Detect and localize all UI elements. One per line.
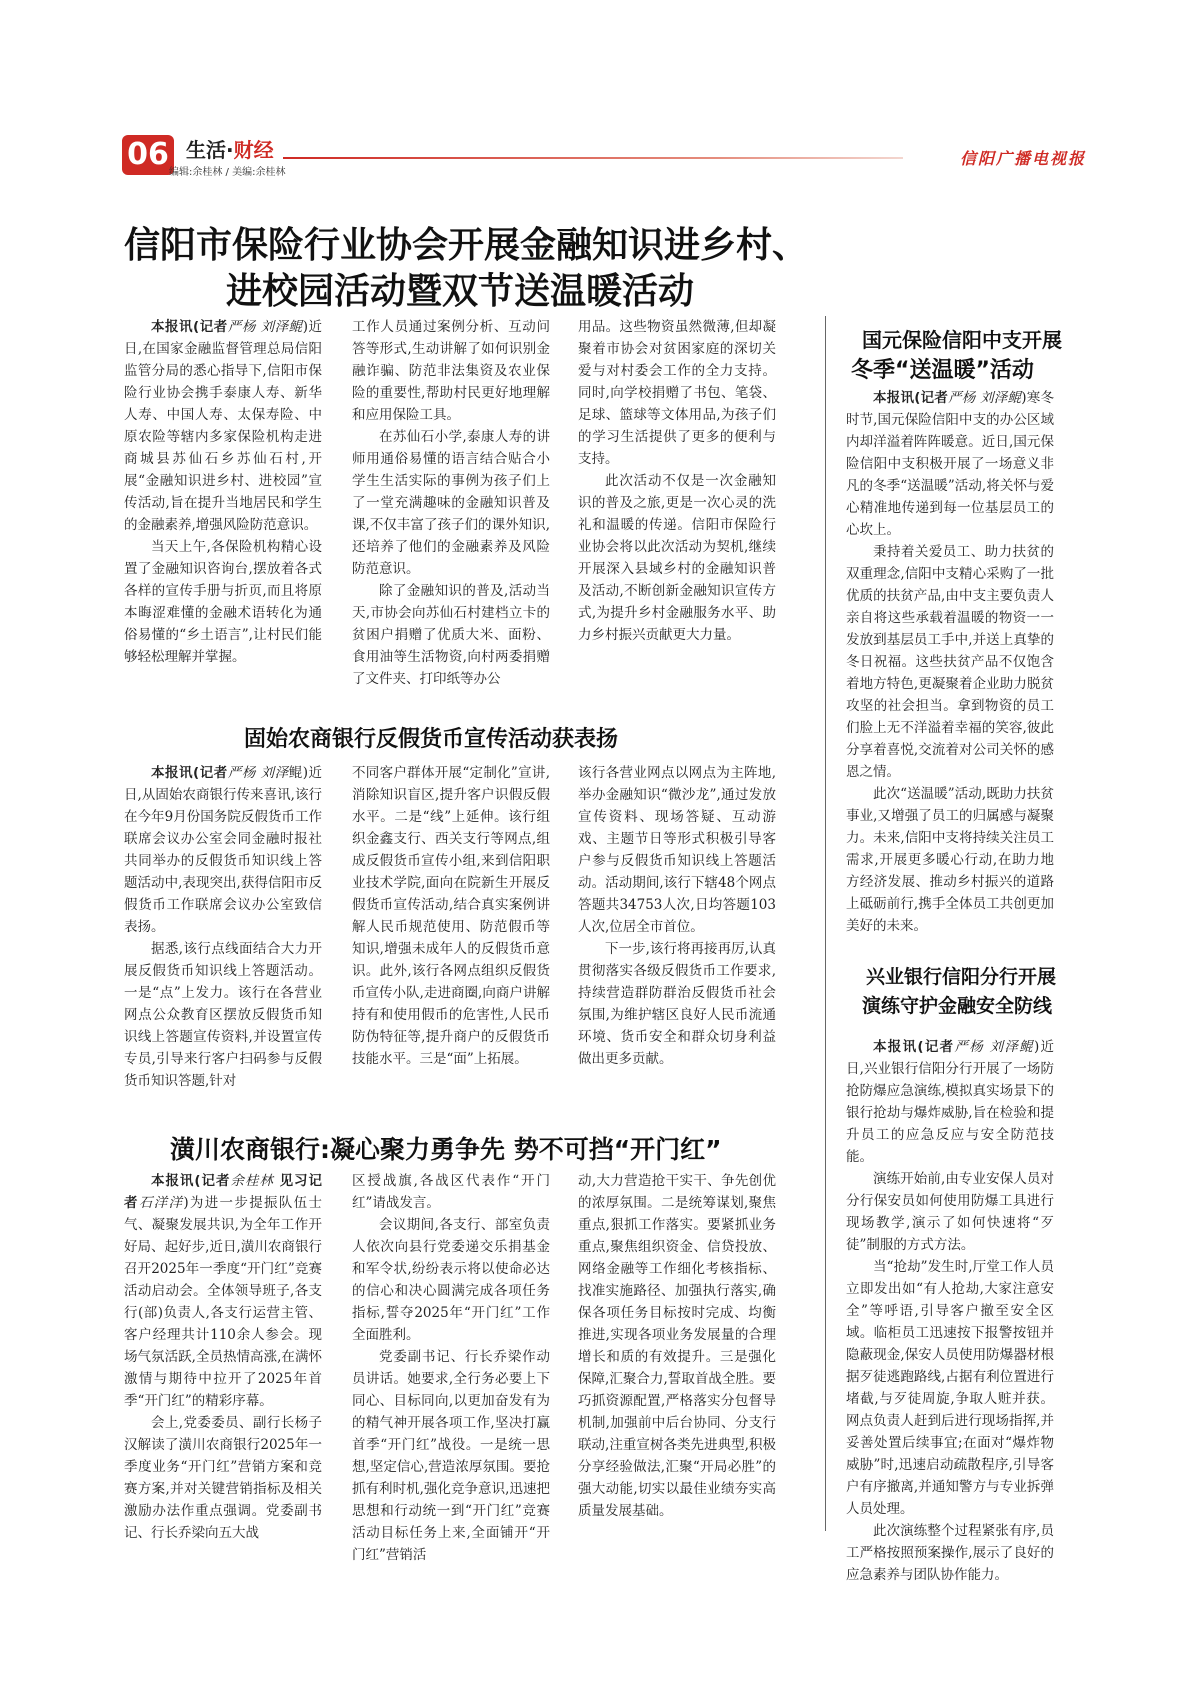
side2-lead [846, 1036, 1054, 1168]
paragraph: 不同客户群体开展“定制化”宣讲,消除知识盲区,提升客户识假反假水平。二是“线”上延伸。该行组织金鑫支行、西关支行等网点,组成反假货币宣传小组,来到信阳职业技术学院,面向在院新生开展反假货币宣传活动,结合真实案例讲解人民币规范使用、防范假币等知识,增强未成年人的反假货币意识。此外,该行各网点组织反假货币宣传小队,走进商圈,向商户讲解持有和使用假币的危害性,人民币防伪特征等,提升商户的反假货币技能水平。三是“面”上拓展。 [352, 765, 550, 1067]
byline: 本报讯(记者严杨 刘泽鲲 [873, 1039, 1034, 1055]
article1-column-3 [578, 316, 776, 688]
article2-column-1 [124, 762, 322, 1090]
paragraph: 下一步,该行将再接再厉,认真贯彻落实各级反假货币工作要求,持续营造群防群治反假货币社会氛围,为维护辖区良好人民币流通环境、货币安全和群众切身利益做出更多贡献。 [578, 941, 776, 1067]
article1-title-line2: 进校园活动暨双节送温暖活动 [226, 271, 695, 312]
reporter-names: 余桂林 [230, 1173, 274, 1189]
byline: 本报讯(记者严杨 刘泽鲲 [151, 319, 303, 335]
section-title [186, 134, 274, 163]
side1-title-line1: 国元保险信阳中支开展 [862, 328, 1062, 352]
paragraph: 除了金融知识的普及,活动当天,市协会向苏仙石村建档立卡的贫困户捐赠了优质大米、面粉、食用油等生活物资,向村两委捐赠了文件夹、打印纸等办公 [352, 583, 550, 687]
paragraph: 鲲)近日,从固始农商银行传来喜讯,该行在今年9月份国务院反假货币工作联席会议办公室会同金融时报社共同举办的反假货币知识线上答题活动中,表现突出,获得信阳市反假货币工作联席会议办公室致信表扬。 [124, 765, 322, 935]
reporter-names: 严杨 刘泽鲲 [227, 319, 303, 335]
side2-title-line1: 兴业银行信阳分行开展 [866, 966, 1057, 988]
paragraph: 据悉,该行点线面结合大力开展反假货币知识线上答题活动。一是“点”上发力。该行在各营业网点公众教育区摆放反假货币知识线上答题宣传资料,并设置宣传专员,引导来行客户扫码参与反假货币知识答题,针对 [124, 941, 322, 1089]
article1-column-1 [124, 316, 322, 688]
byline: 本报讯(记者余桂林 见习记者石洋洋 [124, 1173, 322, 1211]
reporter-names-2: 石洋洋 [138, 1195, 184, 1211]
article2-lead [124, 762, 322, 938]
paragraph: )为进一步提振队伍士气、凝聚发展共识,为全年工作开好局、起好步,近日,潢川农商银行召开2025年一季度“开门红”竞赛活动启动会。全体领导班子,各支行(部)负责人,各支行运营主管、客户经理共计110余人参会。现场气氛活跃,全员热情高涨,在满怀激情与期待中拉开了2025年首季“开门红”的精彩序幕。 [124, 1195, 322, 1409]
side2-body [846, 1036, 1054, 1583]
side1-body [846, 387, 1054, 947]
paragraph: 该行各营业网点以网点为主阵地,举办金融知识“微沙龙”,通过发放宣传资料、现场答疑、互动游戏、主题节日等形式积极引导客户参与反假货币知识线上答题活动。活动期间,该行下辖48个网点答题共34753人次,日均答题103人次,位居全市首位。 [578, 765, 776, 935]
side2-title-line2: 演练守护金融安全防线 [862, 995, 1053, 1017]
paragraph: )近日,在国家金融监督管理总局信阳监管分局的悉心指导下,信阳市保险行业协会携手泰康人寿、新华人寿、中国人寿、太保寿险、中原农险等辖内多家保险机构走进商城县苏仙石乡苏仙石村,开展“金融知识进乡村、进校园”宣传活动,旨在提升当地居民和学生的金融素养,增强风险防范意识。 [124, 319, 323, 533]
article3-column-2 [352, 1170, 550, 1563]
paragraph: )近日,兴业银行信阳分行开展了一场防抢防爆应急演练,模拟真实场景下的银行抢劫与爆炸威胁,旨在检验和提升员工的应急反应与安全防范技能。 [846, 1039, 1054, 1165]
header-rule [283, 157, 903, 159]
paragraph: 工作人员通过案例分析、互动问答等形式,生动讲解了如何识别金融诈骗、防范非法集资及农业保险的重要性,帮助村民更好地理解和应用保险工具。 [352, 319, 550, 423]
article2-column-2 [352, 762, 550, 1090]
section-right: 财经 [233, 138, 274, 162]
article2-column-3 [578, 762, 776, 1090]
paragraph: 此次活动不仅是一次金融知识的普及之旅,更是一次心灵的洗礼和温暖的传递。信阳市保险行业协会将以此次活动为契机,继续开展深入县域乡村的金融知识普及活动,不断创新金融知识宣传方式,为提升乡村金融服务水平、助力乡村振兴贡献更大力量。 [578, 473, 776, 643]
reporter-names: 严杨 刘泽鲲 [948, 390, 1022, 406]
byline: 本报讯(记者严杨 刘泽 [151, 765, 289, 781]
paragraph: 此次演练整个过程紧张有序,员工严格按照预案操作,展示了良好的应急素养与团队协作能力。 [846, 1523, 1054, 1583]
paragraph: 用品。这些物资虽然微薄,但却凝聚着市协会对贫困家庭的深切关爱与对村委会工作的全力支持。同时,向学校捐赠了书包、笔袋、足球、篮球等文体用品,为孩子们的学习生活提供了更多的便利与支持。 [578, 319, 776, 467]
paragraph: )寒冬时节,国元保险信阳中支的办公区域内却洋溢着阵阵暖意。近日,国元保险信阳中支积极开展了一场意义非凡的冬季“送温暖”活动,将关怀与爱心精准地传递到每一位基层员工的心坎上。 [846, 390, 1054, 538]
paragraph: 区授战旗,各战区代表作“开门红”请战发言。 [352, 1173, 550, 1211]
article3-title: 潢川农商银行:凝心聚力勇争先 势不可挡“开门红” [170, 1135, 722, 1164]
paper-name: 信阳广播电视报 [960, 149, 1087, 168]
paragraph: 动,大力营造抢干实干、争先创优的浓厚氛围。二是统筹谋划,聚焦重点,狠抓工作落实。要紧抓业务重点,聚焦组织资金、信贷投放、网络金融等工作细化考核指标、找准实施路径、加强执行落实,确保各项任务目标按时完成、均衡推进,实现各项业务发展量的合理增长和质的有效提升。三是强化保障,汇聚合力,誓取首战全胜。要巧抓资源配置,严格落实分包督导机制,加强前中后台协同、分支行联动,注重宣树各类先进典型,积极分享经验做法,汇聚“开局必胜”的强大动能,切实以最佳业绩夯实高质量发展基础。 [578, 1173, 776, 1519]
paragraph: 此次“送温暖”活动,既助力扶贫事业,又增强了员工的归属感与凝聚力。未来,信阳中支将持续关注员工需求,开展更多暖心行动,在助力地方经济发展、推动乡村振兴的道路上砥砺前行,携手全体员工共创更加美好的未来。 [846, 786, 1054, 934]
paragraph: 当天上午,各保险机构精心设置了金融知识咨询台,摆放着各式各样的宣传手册与折页,而且将原本晦涩难懂的金融术语转化为通俗易懂的“乡土语言”,让村民们能够轻松理解并掌握。 [124, 539, 322, 665]
paragraph: 在苏仙石小学,泰康人寿的讲师用通俗易懂的语言结合贴合小学生生活实际的事例为孩子们上了一堂充满趣味的金融知识普及课,不仅丰富了孩子们的课外知识,还培养了他们的金融素养及风险防范意识。 [352, 429, 550, 577]
side1-lead [846, 387, 1054, 541]
reporter-names: 严杨 刘泽 [227, 765, 289, 781]
editor-credit: 编辑:余桂林 / 美编:余桂林 [169, 167, 286, 178]
article1-title-line1: 信阳市保险行业协会开展金融知识进乡村、 [124, 225, 809, 266]
article2-title: 固始农商银行反假货币宣传活动获表扬 [244, 727, 619, 752]
article3-column-1 [124, 1170, 322, 1541]
reporter-names: 严杨 刘泽鲲 [954, 1039, 1034, 1055]
column-divider [825, 316, 826, 1531]
paragraph: 当“抢劫”发生时,厅堂工作人员立即发出如“有人抢劫,大家注意安全”等呼语,引导客户撤至安全区域。临柜员工迅速按下报警按钮并隐蔽现金,保安人员使用防爆器材根据歹徒逃跑路线,占据有利位置进行堵截,与歹徒周旋,争取人赃并获。网点负责人赶到后进行现场指挥,并妥善处置后续事宜;在面对“爆炸物威胁”时,迅速启动疏散程序,引导客户有序撤离,并通知警方与专业拆弹人员处理。 [846, 1259, 1054, 1517]
article1-column-2 [352, 316, 550, 688]
byline: 本报讯(记者严杨 刘泽鲲 [873, 390, 1022, 406]
article3-lead [124, 1170, 322, 1412]
paragraph: 会上,党委委员、副行长杨子汉解读了潢川农商银行2025年一季度业务“开门红”营销方案和竞赛方案,并对关键营销指标及相关激励办法作重点强调。党委副书记、行长乔梁向五大战 [124, 1415, 322, 1541]
page-number: 06 [122, 135, 174, 175]
article3-column-3 [578, 1170, 776, 1532]
paragraph: 秉持着关爱员工、助力扶贫的双重理念,信阳中支精心采购了一批优质的扶贫产品,由中支主要负责人亲自将这些承载着温暖的物资一一发放到基层员工手中,并送上真挚的冬日祝福。这些扶贫产品不仅饱含着地方特色,更凝聚着企业助力脱贫攻坚的社会担当。拿到物资的员工们脸上无不洋溢着幸福的笑容,彼此分享着喜悦,交流着对公司关怀的感恩之情。 [846, 544, 1054, 780]
article1-lead [124, 316, 322, 536]
section-left: 生活· [186, 138, 234, 162]
side1-title-line2: 冬季“送温暖”活动 [851, 358, 1034, 383]
paragraph: 会议期间,各支行、部室负责人依次向县行党委递交乐捐基金和军令状,纷纷表示将以使命必达的信心和决心圆满完成各项任务指标,誓夺2025年“开门红”工作全面胜利。 [352, 1217, 550, 1343]
paragraph: 演练开始前,由专业安保人员对分行保安员如何使用防爆工具进行现场教学,演示了如何快速将“歹徒”制服的方式方法。 [846, 1171, 1054, 1253]
paragraph: 党委副书记、行长乔梁作动员讲话。她要求,全行务必要上下同心、目标同向,以更加奋发有为的精气神开展各项工作,坚决打赢首季“开门红”战役。一是统一思想,坚定信心,营造浓厚氛围。要抢抓有利时机,强化竞争意识,迅速把思想和行动统一到“开门红”竞赛活动目标任务上来,全面铺开“开门红”营销活 [352, 1349, 550, 1563]
